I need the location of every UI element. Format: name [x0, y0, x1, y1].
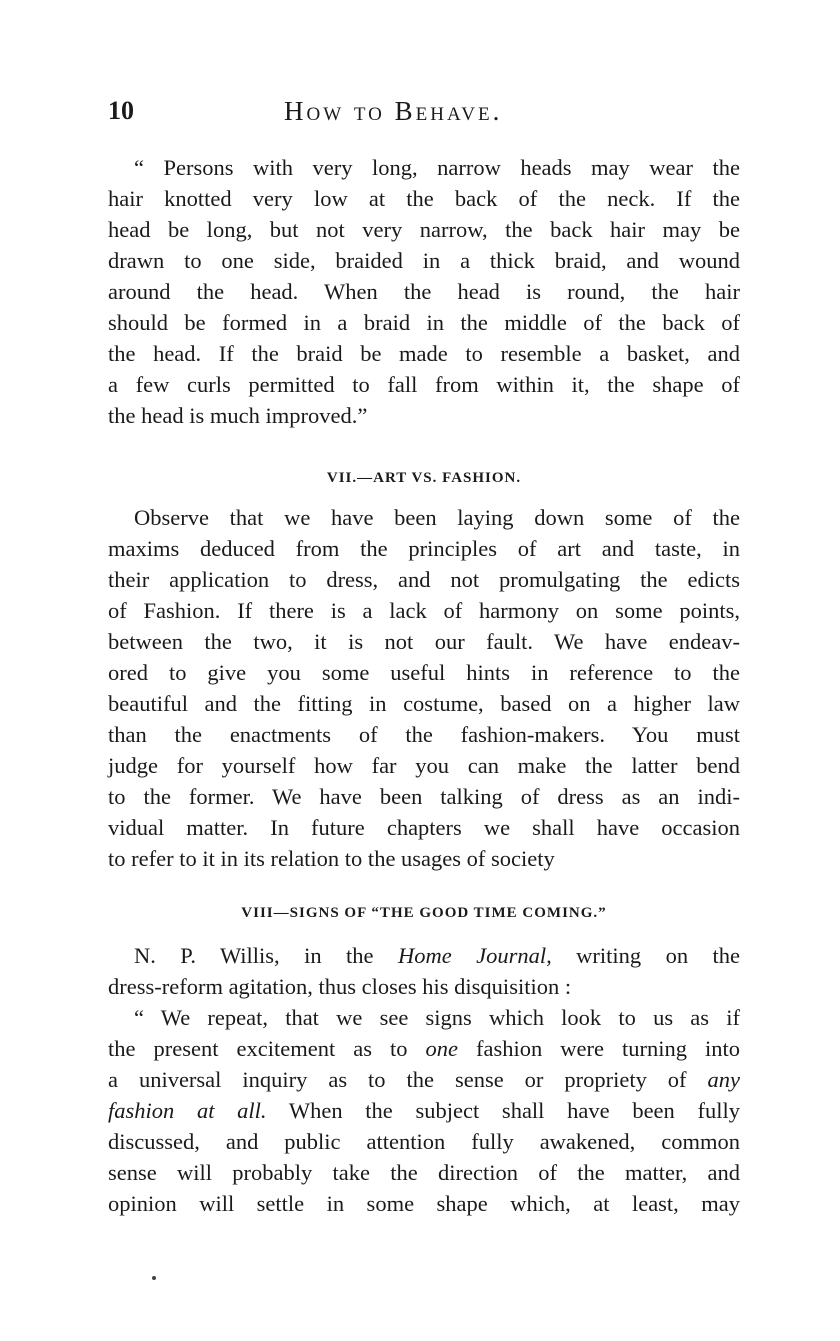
text-line: of Fashion. If there is a lack of harmony on some points, — [108, 598, 740, 623]
text-line: their application to dress, and not promulgating the edicts — [108, 567, 740, 592]
section-heading-viii: VIII—SIGNS OF “THE GOOD TIME COMING.” — [241, 905, 607, 921]
section-viii-paragraph — [108, 940, 740, 1002]
text-line: beautiful and the fitting in costume, based on a higher law — [108, 691, 740, 716]
intro-text: writing on the — [551, 943, 740, 968]
text-line: vidual matter. In future chapters we shall have occasion — [108, 815, 740, 840]
text-line: the head is much improved.” — [108, 403, 368, 428]
quote-paragraph — [108, 152, 740, 431]
text-line: maxims deduced from the principles of art and taste, in — [108, 536, 740, 561]
text-line: between the two, it is not our fault. We have endeav- — [108, 629, 740, 654]
emphasis-text: fashion at all. — [108, 1098, 267, 1123]
running-head: How to Behave. — [284, 96, 503, 126]
text-line: discussed, and public attention fully awakened, common — [108, 1129, 740, 1154]
text-line: should be formed in a braid in the middle of the back of — [108, 310, 740, 335]
text-line: to the former. We have been talking of dress as an indi- — [108, 784, 740, 809]
text-line: judge for yourself how far you can make the latter bend — [108, 753, 740, 778]
text-line: “ Persons with very long, narrow heads may wear the — [134, 155, 740, 180]
willis-quote — [108, 1002, 740, 1219]
text-line: Observe that we have been laying down some of the — [134, 505, 740, 530]
text-line — [108, 1064, 740, 1095]
publication-title: Home Journal, — [397, 943, 552, 968]
text-line — [108, 1095, 740, 1126]
text-line — [108, 1033, 740, 1064]
text-line: sense will probably take the direction of the matter, and — [108, 1160, 740, 1185]
text-run: When the subject shall have been fully — [266, 1098, 740, 1123]
text-line: opinion will settle in some shape which, at least, may — [108, 1191, 740, 1216]
page-number: 10 — [108, 96, 134, 125]
text-line: the head. If the braid be made to resemble a basket, and — [108, 341, 740, 366]
section-vii-paragraph — [108, 502, 740, 874]
text-line — [108, 940, 740, 971]
emphasis-text: any — [707, 1067, 740, 1092]
text-run: fashion were turning into — [457, 1036, 740, 1061]
text-line: “ We repeat, that we see signs which look to us as if — [134, 1005, 740, 1030]
text-line: than the enactments of the fashion-makers. You must — [108, 722, 740, 747]
intro-text: N. P. Willis, in the — [134, 943, 398, 968]
text-line: hair knotted very low at the back of the neck. If the — [108, 186, 740, 211]
text-line: head be long, but not very narrow, the back hair may be — [108, 217, 740, 242]
text-line: around the head. When the head is round, the hair — [108, 279, 740, 304]
text-run: the present excitement as to — [108, 1036, 426, 1061]
text-run: a universal inquiry as to the sense or propriety of — [108, 1067, 708, 1092]
text-line: a few curls permitted to fall from within it, the shape of — [108, 372, 740, 397]
section-heading-vii: VII.—ART VS. FASHION. — [326, 470, 522, 486]
text-line: ored to give you some useful hints in reference to the — [108, 660, 740, 685]
emphasis-text: one — [425, 1036, 458, 1061]
text-line: to refer to it in its relation to the usages of society — [108, 846, 555, 871]
ink-speck — [152, 1276, 156, 1280]
text-line: drawn to one side, braided in a thick braid, and wound — [108, 248, 740, 273]
page-header — [108, 96, 740, 136]
text-line: dress-reform agitation, thus closes his disquisition : — [108, 974, 572, 999]
